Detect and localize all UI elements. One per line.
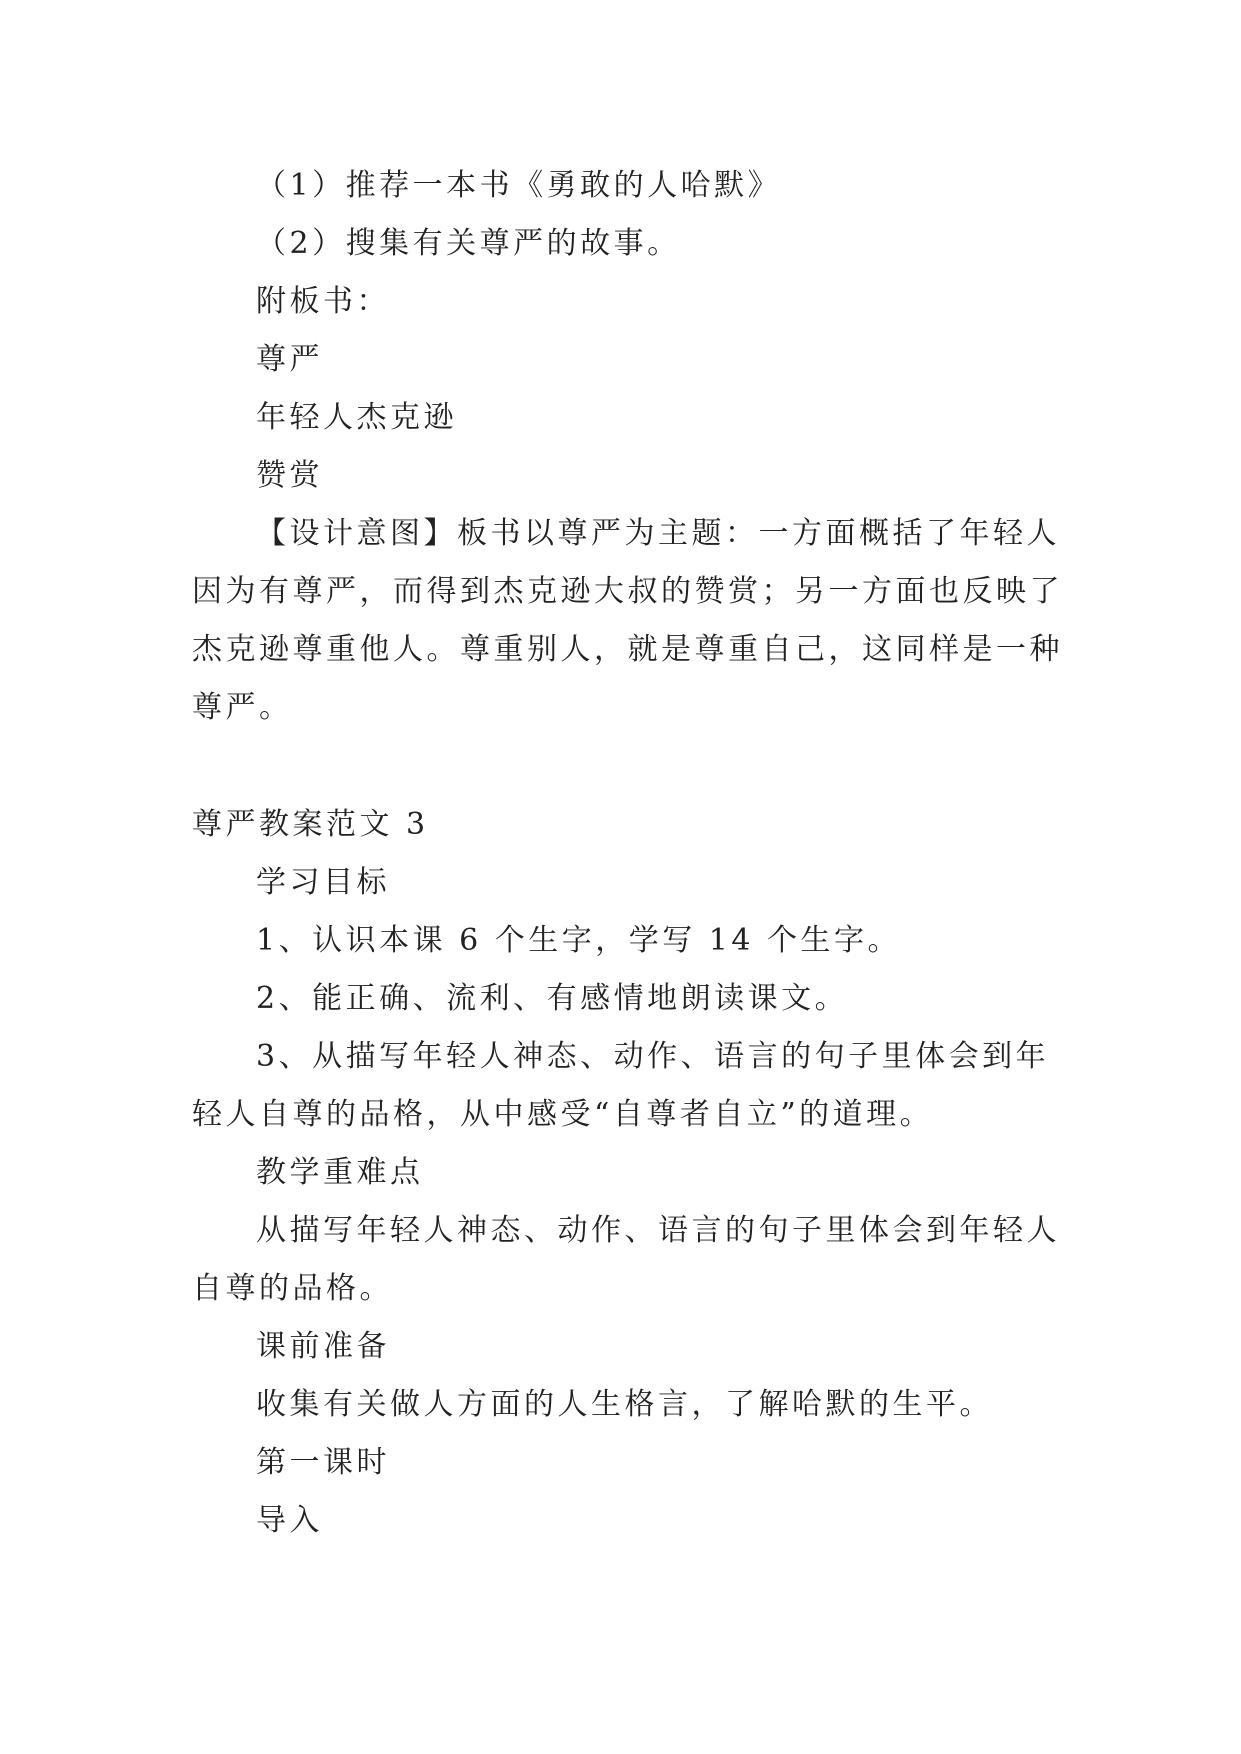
design-intent-line-1: 【设计意图】板书以尊严为主题：一方面概括了年轻人 (256, 516, 1060, 551)
board-line-1: 尊严 (256, 342, 323, 377)
goal-2: 2、能正确、流利、有感情地朗读课文。 (256, 981, 849, 1016)
goals-heading: 学习目标 (256, 865, 390, 900)
board-line-2: 年轻人杰克逊 (256, 400, 457, 435)
section-title: 尊严教案范文 3 (192, 807, 429, 842)
board-line-3: 赞赏 (256, 458, 323, 493)
design-intent-line-3: 杰克逊尊重他人。尊重别人，就是尊重自己，这同样是一种 (192, 632, 1063, 667)
goal-3-line-2: 轻人自尊的品格，从中感受“自尊者自立”的道理。 (192, 1097, 934, 1132)
goal-3-line-1: 3、从描写年轻人神态、动作、语言的句子里体会到年 (256, 1039, 1050, 1074)
intro-heading: 导入 (256, 1503, 323, 1538)
goal-1: 1、认识本课 6 个生字，学写 14 个生字。 (256, 923, 901, 958)
keypoints-heading: 教学重难点 (256, 1155, 424, 1190)
homework-item-2: （2）搜集有关尊严的故事。 (256, 226, 681, 261)
board-label: 附板书： (256, 284, 390, 319)
design-intent-line-2: 因为有尊严，而得到杰克逊大叔的赞赏；另一方面也反映了 (192, 574, 1063, 609)
homework-item-1: （1）推荐一本书《勇敢的人哈默》 (256, 168, 782, 203)
lesson-1-heading: 第一课时 (256, 1445, 390, 1480)
keypoints-line-2: 自尊的品格。 (192, 1271, 393, 1306)
prep-text: 收集有关做人方面的人生格言，了解哈默的生平。 (256, 1387, 993, 1422)
prep-heading: 课前准备 (256, 1329, 390, 1364)
keypoints-line-1: 从描写年轻人神态、动作、语言的句子里体会到年轻人 (256, 1213, 1060, 1248)
design-intent-line-4: 尊严。 (192, 690, 293, 725)
